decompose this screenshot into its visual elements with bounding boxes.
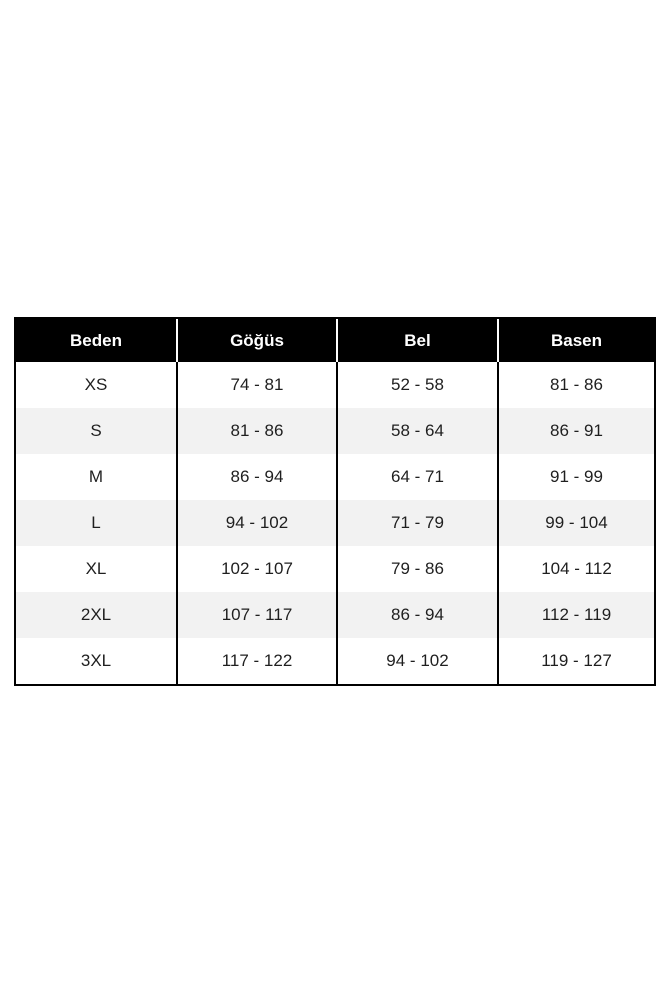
hip-range-cell: 86 - 91 (499, 408, 654, 454)
hip-range-cell: 91 - 99 (499, 454, 654, 500)
table-row (16, 546, 654, 592)
chest-range-cell: 81 - 86 (178, 408, 338, 454)
table-row (16, 454, 654, 500)
column-header-size: Beden (16, 319, 178, 362)
size-label-cell: L (16, 500, 178, 546)
chest-range-cell: 117 - 122 (178, 638, 338, 684)
chest-range-cell: 86 - 94 (178, 454, 338, 500)
waist-range-cell: 86 - 94 (338, 592, 499, 638)
column-header-waist: Bel (338, 319, 499, 362)
hip-range-cell: 119 - 127 (499, 638, 654, 684)
size-chart-body (16, 362, 654, 684)
size-chart-header (16, 319, 654, 362)
chest-range-cell: 107 - 117 (178, 592, 338, 638)
size-chart-table (14, 317, 656, 686)
hip-range-cell: 104 - 112 (499, 546, 654, 592)
chest-range-cell: 102 - 107 (178, 546, 338, 592)
size-label-cell: 2XL (16, 592, 178, 638)
waist-range-cell: 71 - 79 (338, 500, 499, 546)
table-row (16, 638, 654, 684)
waist-range-cell: 79 - 86 (338, 546, 499, 592)
header-row (16, 319, 654, 362)
table-row (16, 592, 654, 638)
size-label-cell: XL (16, 546, 178, 592)
hip-range-cell: 81 - 86 (499, 362, 654, 408)
size-chart (14, 317, 652, 686)
table-row (16, 408, 654, 454)
column-header-chest: Göğüs (178, 319, 338, 362)
size-label-cell: S (16, 408, 178, 454)
column-header-hip: Basen (499, 319, 654, 362)
chest-range-cell: 74 - 81 (178, 362, 338, 408)
table-row (16, 500, 654, 546)
size-label-cell: M (16, 454, 178, 500)
waist-range-cell: 64 - 71 (338, 454, 499, 500)
hip-range-cell: 99 - 104 (499, 500, 654, 546)
chest-range-cell: 94 - 102 (178, 500, 338, 546)
waist-range-cell: 52 - 58 (338, 362, 499, 408)
size-label-cell: 3XL (16, 638, 178, 684)
waist-range-cell: 58 - 64 (338, 408, 499, 454)
hip-range-cell: 112 - 119 (499, 592, 654, 638)
size-label-cell: XS (16, 362, 178, 408)
table-row (16, 362, 654, 408)
waist-range-cell: 94 - 102 (338, 638, 499, 684)
